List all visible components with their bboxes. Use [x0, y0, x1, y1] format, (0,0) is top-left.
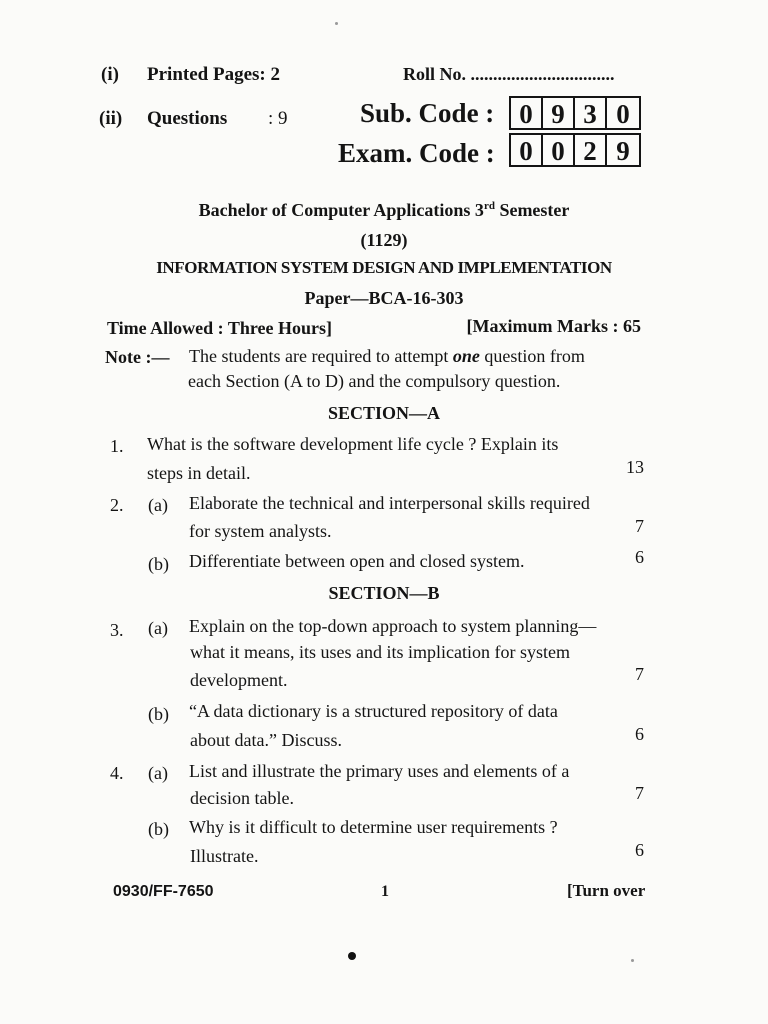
scan-speck — [631, 959, 634, 962]
sub-code-digit: 0 — [616, 99, 630, 129]
course-title: Bachelor of Computer Applications 3rd Semester — [198, 200, 570, 220]
question-4a-marks: 7 — [635, 783, 644, 803]
questions-number: (ii) — [99, 108, 123, 129]
question-3a-label: (a) — [148, 618, 168, 638]
question-4b-marks: 6 — [635, 840, 644, 860]
question-3a-line-3: development. — [190, 670, 288, 690]
subject-title: INFORMATION SYSTEM DESIGN AND IMPLEMENTATION — [156, 258, 612, 277]
sub-code-boxes — [509, 96, 641, 130]
question-4a-line-1: List and illustrate the primary uses and elements of a — [189, 761, 570, 781]
question-2a-marks: 7 — [635, 516, 644, 536]
note-line-2: each Section (A to D) and the compulsory question. — [188, 371, 561, 391]
question-4b-label: (b) — [148, 819, 169, 839]
question-3b-marks: 6 — [635, 724, 644, 744]
paper-code: Paper—BCA-16-303 — [304, 288, 464, 308]
exam-code-digit: 2 — [575, 135, 607, 165]
scan-speck — [335, 22, 338, 25]
question-3a-line-1: Explain on the top-down approach to system planning— — [189, 616, 597, 636]
exam-code-boxes — [509, 133, 641, 167]
question-4a-label: (a) — [148, 763, 168, 783]
maximum-marks: [Maximum Marks : 65 — [466, 316, 641, 336]
question-1-marks: 13 — [626, 457, 644, 477]
section-b-heading: SECTION—B — [328, 583, 440, 603]
question-number: 1. — [110, 436, 124, 456]
question-3a-marks: 7 — [635, 664, 644, 684]
page-number: 1 — [381, 883, 389, 900]
question-2a-line-2: for system analysts. — [189, 521, 332, 541]
note-label: Note :— — [105, 347, 170, 367]
sub-code-digit: 3 — [575, 98, 607, 128]
question-4a-line-2: decision table. — [190, 788, 294, 808]
exam-code-digit: 9 — [616, 136, 630, 166]
question-number: 4. — [110, 763, 124, 783]
exam-code-digit: 0 — [511, 135, 543, 165]
question-1-line-2: steps in detail. — [147, 463, 251, 483]
sub-code-digit: 9 — [543, 98, 575, 128]
turn-over: [Turn over — [567, 881, 646, 900]
question-2b-line-1: Differentiate between open and closed system. — [189, 551, 525, 571]
questions-value: : 9 — [268, 108, 288, 129]
note-line-1: The students are required to attempt one question from — [189, 346, 585, 366]
exam-code-label: Exam. Code : — [338, 138, 495, 168]
question-2a-label: (a) — [148, 495, 168, 515]
question-4b-line-1: Why is it difficult to determine user requirements ? — [189, 817, 558, 837]
question-3b-line-2: about data.” Discuss. — [190, 730, 342, 750]
question-1-line-1: What is the software development life cycle ? Explain its — [147, 434, 559, 454]
sub-code-label: Sub. Code : — [360, 98, 495, 128]
question-2b-marks: 6 — [635, 547, 644, 567]
question-number: 2. — [110, 495, 124, 515]
question-2b-label: (b) — [148, 554, 169, 574]
question-4b-line-2: Illustrate. — [190, 846, 259, 866]
printed-pages: Printed Pages: 2 — [147, 64, 280, 85]
pages-number: (i) — [101, 64, 119, 85]
time-allowed: Time Allowed : Three Hours] — [107, 318, 332, 338]
sub-code-digit: 0 — [511, 98, 543, 128]
roll-number: Roll No. ................................ — [403, 64, 615, 84]
question-2a-line-1: Elaborate the technical and interpersonal skills required — [189, 493, 590, 513]
question-3b-label: (b) — [148, 704, 169, 724]
question-3a-line-2: what it means, its uses and its implication for system — [190, 642, 570, 662]
scan-dot — [348, 952, 356, 960]
course-code: (1129) — [360, 230, 408, 250]
exam-code-digit: 0 — [543, 135, 575, 165]
section-a-heading: SECTION—A — [327, 403, 441, 423]
question-3b-line-1: “A data dictionary is a structured repository of data — [189, 701, 558, 721]
questions-label: Questions — [147, 108, 228, 129]
footer-paper-code: 0930/FF-7650 — [113, 883, 214, 900]
question-number: 3. — [110, 620, 124, 640]
